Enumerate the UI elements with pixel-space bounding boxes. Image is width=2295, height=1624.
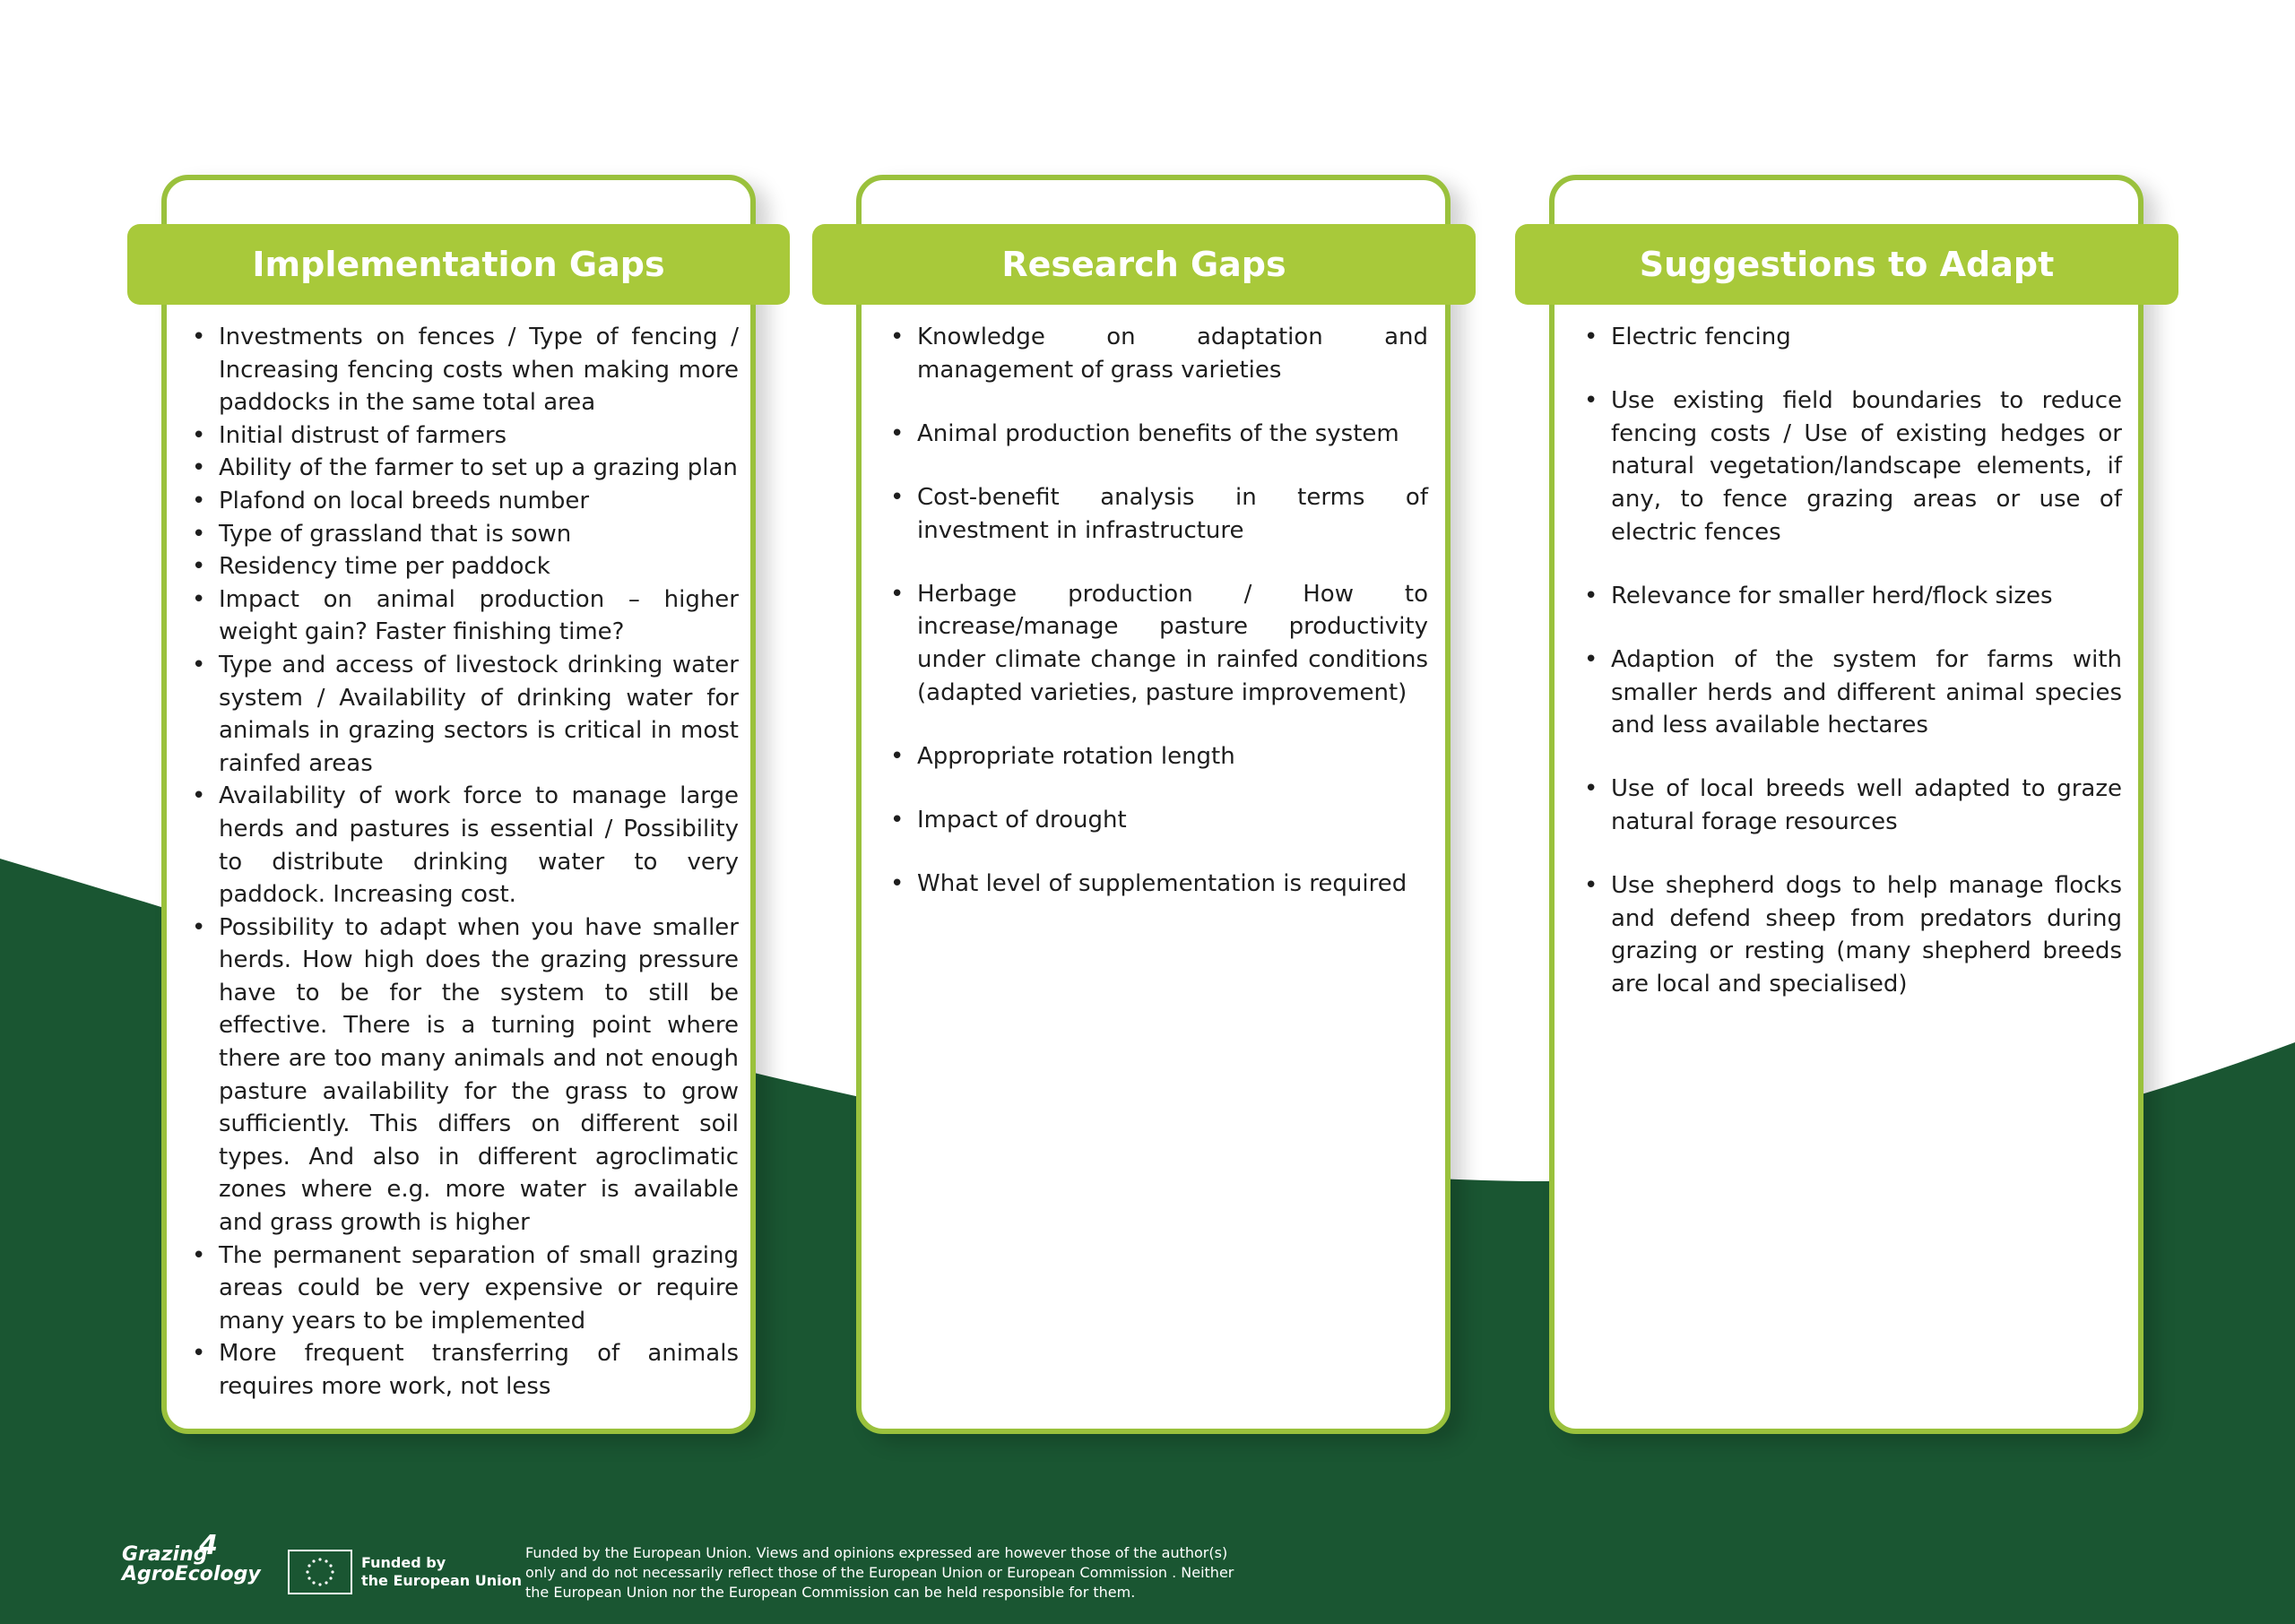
list-item: • More frequent transferring of animals requires more work, not less xyxy=(192,1337,739,1403)
list-item: • Herbage production / How to increase/manage pasture productivity under climate change in rainfed conditions (adapted varieties, pasture improvement) xyxy=(890,578,1428,709)
research-gaps-title: Research Gaps xyxy=(1001,245,1286,284)
list-item: • Animal production benefits of the system xyxy=(890,418,1428,451)
list-item: • Plafond on local breeds number xyxy=(192,485,739,518)
logo-number: 4 xyxy=(199,1530,218,1561)
eu-flag-icon xyxy=(288,1550,352,1594)
suggestions-list xyxy=(1584,321,2122,1032)
eu-line2: the European Union xyxy=(361,1572,522,1589)
list-item: • Use of local breeds well adapted to graze natural forage resources xyxy=(1584,773,2122,838)
list-item: • Appropriate rotation length xyxy=(890,740,1428,773)
grazing4agroecology-logo xyxy=(122,1530,261,1585)
list-item: • Ability of the farmer to set up a grazing plan xyxy=(192,452,739,485)
suggestions-title: Suggestions to Adapt xyxy=(1639,245,2055,284)
list-item: • Type of grassland that is sown xyxy=(192,518,739,551)
list-item: • Impact of drought xyxy=(890,804,1428,837)
research-gaps-header xyxy=(812,224,1476,305)
eu-funding-label xyxy=(361,1554,522,1590)
logo-line1: Grazing xyxy=(122,1543,208,1566)
list-item: • Adaption of the system for farms with smaller herds and different animal species and less available hectares xyxy=(1584,644,2122,742)
list-item: • Residency time per paddock xyxy=(192,550,739,583)
list-item: • The permanent separation of small grazing areas could be very expensive or require many years to be implemented xyxy=(192,1240,739,1338)
disclaimer-line: Funded by the European Union. Views and opinions expressed are however those of the author(s) xyxy=(525,1544,1228,1561)
list-item: • Initial distrust of farmers xyxy=(192,419,739,453)
suggestions-header xyxy=(1515,224,2178,305)
research-gaps-list xyxy=(890,321,1428,931)
list-item: • Use shepherd dogs to help manage flocks and defend sheep from predators during grazing or resting (many shepherd breeds are local and specialised) xyxy=(1584,869,2122,1000)
list-item: • Availability of work force to manage large herds and pastures is essential / Possibility to distribute drinking water to very paddock. Increasing cost. xyxy=(192,780,739,911)
disclaimer-text xyxy=(525,1543,1260,1602)
disclaimer-line: the European Union nor the European Commission can be held responsible for them. xyxy=(525,1584,1136,1601)
implementation-gaps-list xyxy=(192,321,739,1404)
list-item: • Type and access of livestock drinking water system / Availability of drinking water for animals in grazing sectors is critical in most rainfed areas xyxy=(192,649,739,780)
list-item: • Electric fencing xyxy=(1584,321,2122,354)
list-item: • Use existing field boundaries to reduce fencing costs / Use of existing hedges or natural vegetation/landscape elements, if any, to fence grazing areas or use of electric fences xyxy=(1584,384,2122,549)
implementation-gaps-title: Implementation Gaps xyxy=(252,245,665,284)
list-item: • Possibility to adapt when you have smaller herds. How high does the grazing pressure have to be for the system to still be effective. There is a turning point where there are too many animals and not enough pasture availability for the grass to grow sufficiently. This differs on different soil types. And also in different agroclimatic zones where e.g. more water is available and grass growth is higher xyxy=(192,911,739,1240)
logo-line2: AgroEcology xyxy=(122,1563,261,1585)
disclaimer-line: only and do not necessarily reflect those of the European Union or European Commission . Neither xyxy=(525,1564,1234,1581)
list-item: • Relevance for smaller herd/flock sizes xyxy=(1584,580,2122,613)
list-item: • Cost-benefit analysis in terms of investment in infrastructure xyxy=(890,481,1428,547)
list-item: • What level of supplementation is required xyxy=(890,868,1428,901)
list-item: • Investments on fences / Type of fencing / Increasing fencing costs when making more paddocks in the same total area xyxy=(192,321,739,419)
list-item: • Knowledge on adaptation and management of grass varieties xyxy=(890,321,1428,386)
implementation-gaps-header xyxy=(127,224,790,305)
eu-line1: Funded by xyxy=(361,1554,446,1571)
list-item: • Impact on animal production – higher weight gain? Faster finishing time? xyxy=(192,583,739,649)
